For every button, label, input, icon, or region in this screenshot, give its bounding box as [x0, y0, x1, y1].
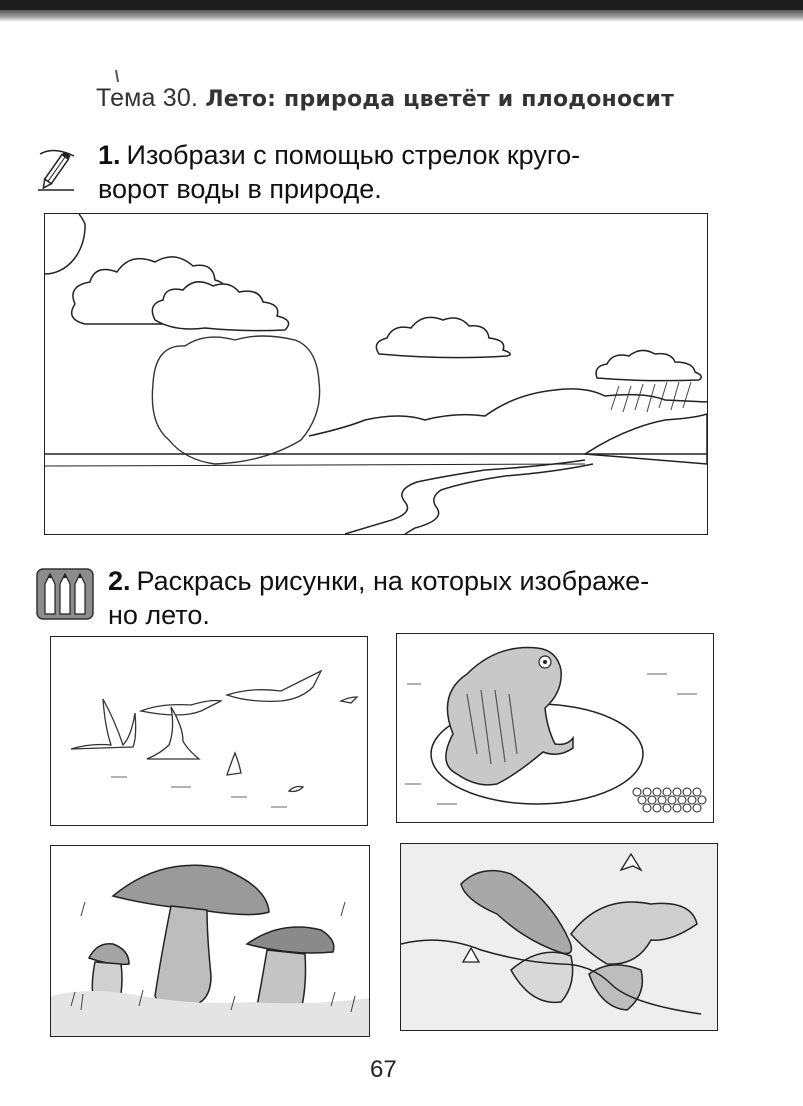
- task-1: [98, 138, 580, 206]
- drawn-cycle-arrow: [152, 336, 319, 464]
- task-1-line-1: [98, 138, 580, 172]
- shore-line: [45, 464, 585, 466]
- river-bank-right: [405, 464, 593, 534]
- task-1-text-1: Изобрази с помощью стрелок круго-: [126, 140, 581, 170]
- task-2-text-2: но лето.: [108, 600, 210, 630]
- bird-icon: [71, 699, 136, 749]
- mushroom-stem: [155, 906, 211, 1007]
- frog-on-lily-pad-picture[interactable]: [396, 633, 714, 823]
- mushroom-cap: [113, 865, 269, 914]
- bird-icon: [141, 701, 221, 716]
- mushroom-cap: [247, 927, 334, 953]
- bird-icon: [341, 697, 357, 703]
- scan-top-edge: [0, 0, 803, 10]
- task-2-number: 2.: [108, 566, 131, 596]
- cloud-icon: [596, 350, 701, 380]
- cucumber-plant-picture[interactable]: [400, 843, 718, 1031]
- page-number: 67: [370, 1056, 397, 1083]
- cloud-icon: [376, 317, 510, 357]
- pencil-icon: [34, 142, 80, 194]
- bird-icon: [289, 787, 303, 792]
- grass: [51, 991, 369, 1036]
- page-title: [96, 84, 674, 113]
- water-cycle-picture[interactable]: [44, 213, 708, 535]
- sun-icon: [45, 214, 85, 274]
- bird-icon: [227, 671, 321, 701]
- task-2-line-1: [108, 564, 649, 598]
- theme-name: Лето: природа цветёт и плодоносит: [205, 87, 675, 112]
- task-2-text-1: Раскрась рисунки, на которых изображе-: [136, 566, 650, 596]
- task-1-number: 1.: [98, 140, 121, 170]
- mushrooms-picture[interactable]: [50, 845, 370, 1037]
- frog-eggs: [633, 788, 706, 812]
- task-1-text-2: ворот воды в природе.: [98, 174, 382, 204]
- bird-icon: [147, 707, 199, 759]
- bird-icon: [227, 753, 241, 775]
- colored-pencils-icon: [36, 568, 94, 620]
- theme-number: Тема 30.: [96, 84, 199, 112]
- cloud-icon: [152, 282, 288, 331]
- scan-mark: [115, 70, 119, 82]
- migrating-birds-picture[interactable]: [50, 636, 368, 826]
- landscape-drawing: [45, 214, 707, 534]
- task-2: [108, 564, 649, 632]
- hill: [585, 414, 707, 464]
